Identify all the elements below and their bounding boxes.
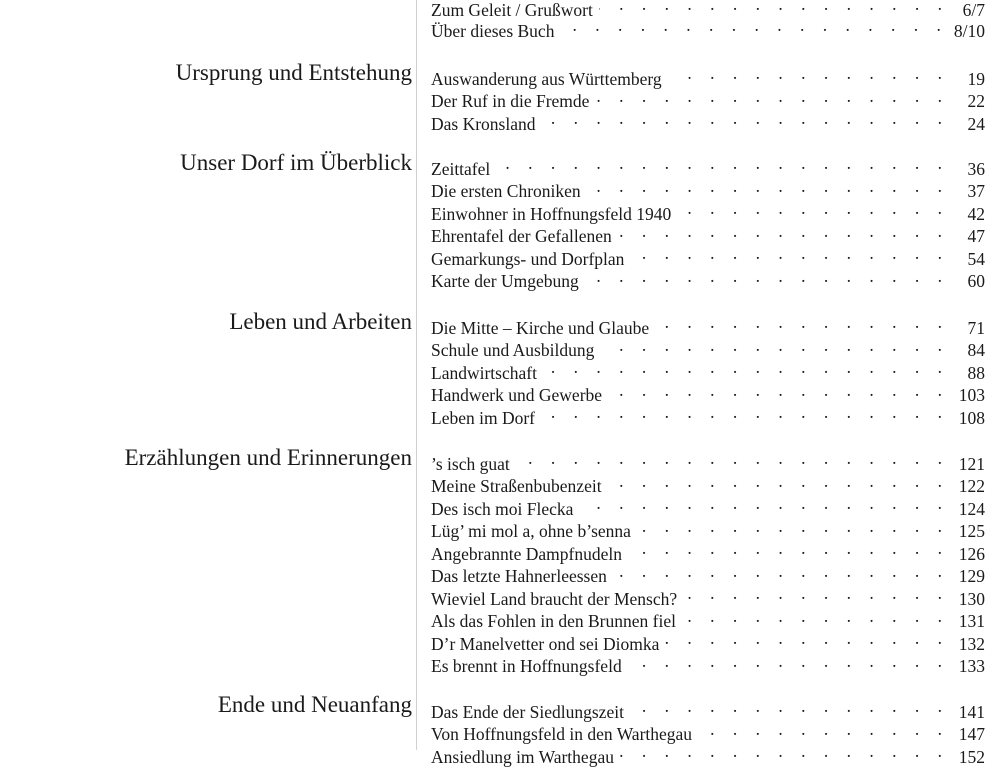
toc-entry-title: Ansiedlung im Warthegau: [431, 746, 620, 768]
toc-entry-title: Handwerk und Gewerbe: [431, 384, 608, 407]
toc-entry-page: 130: [949, 588, 985, 611]
toc-entry[interactable]: [431, 356, 985, 379]
toc-entry-title: Gemarkungs- und Dorfplan: [431, 248, 630, 271]
dot-leader: [655, 311, 949, 334]
toc-entry-title: D’r Manelvetter ond sei Diomka: [431, 633, 665, 656]
toc-entry-page: 88: [949, 362, 985, 385]
toc-entry-page: 131: [949, 610, 985, 633]
toc-entry-page: 103: [949, 384, 985, 407]
dot-leader: [665, 627, 949, 650]
toc-entry[interactable]: [431, 401, 985, 424]
toc-entry-title: Meine Straßenbubenzeit: [431, 475, 608, 498]
toc-entry-page: 71: [949, 317, 985, 340]
toc-entry[interactable]: [431, 311, 985, 334]
toc-entry[interactable]: [431, 14, 985, 37]
toc-entry-title: Auswanderung aus Württemberg: [431, 68, 668, 91]
dot-leader: [542, 107, 950, 130]
toc-entry-page: 42: [949, 203, 985, 226]
section-title: Ende und Neuanfang: [218, 692, 412, 718]
toc-entry-title: Lüg’ mi mol a, ohne b’senna: [431, 520, 637, 543]
toc-entry-title: Als das Fohlen in den Brunnen fiel: [431, 610, 682, 633]
toc-entry-page: 24: [949, 113, 985, 136]
toc-entry-page: 84: [949, 339, 985, 362]
dot-leader: [608, 470, 949, 493]
toc-entry[interactable]: [431, 265, 985, 288]
toc-entry-page: 36: [949, 158, 985, 181]
dot-leader: [620, 740, 949, 763]
toc-entry[interactable]: [431, 85, 985, 108]
toc-entry[interactable]: [431, 695, 985, 718]
dot-leader: [608, 379, 949, 402]
dot-leader: [683, 582, 949, 605]
dot-leader: [579, 492, 949, 515]
dot-leader: [516, 447, 949, 470]
toc-entry[interactable]: [431, 152, 985, 175]
toc-entry[interactable]: [431, 379, 985, 402]
toc-entry-title: Von Hoffnungsfeld in den Warthegau: [431, 723, 698, 746]
toc-entry[interactable]: [431, 470, 985, 493]
toc-entry-page: 129: [949, 565, 985, 588]
toc-entry-title: Das Ende der Siedlungszeit: [431, 701, 630, 724]
toc-entry-page: 108: [949, 407, 985, 430]
toc-entry[interactable]: [431, 718, 985, 741]
dot-leader: [630, 242, 949, 265]
toc-entry-page: 126: [949, 543, 985, 566]
toc-entry[interactable]: [431, 582, 985, 605]
toc-entry-title: Karte der Umgebung: [431, 270, 585, 293]
toc-entry-title: Schule und Ausbildung: [431, 339, 600, 362]
toc-entry-title: ’s isch guat: [431, 453, 516, 476]
toc-entry-title: Die ersten Chroniken: [431, 180, 587, 203]
toc-entry[interactable]: [431, 62, 985, 85]
toc-entry-title: Über dieses Buch: [431, 20, 560, 43]
section-title: Leben und Arbeiten: [229, 309, 412, 335]
dot-leader: [587, 175, 949, 198]
toc-entry-title: Einwohner in Hoffnungsfeld 1940: [431, 203, 677, 226]
toc-entry[interactable]: [431, 220, 985, 243]
toc-entry[interactable]: [431, 197, 985, 220]
dot-leader: [613, 560, 949, 583]
toc-entry[interactable]: [431, 492, 985, 515]
toc-entry-page: 122: [949, 475, 985, 498]
toc-entry[interactable]: [431, 650, 985, 673]
dot-leader: [677, 197, 949, 220]
toc-entry-page: 141: [949, 701, 985, 724]
toc-entry[interactable]: [431, 627, 985, 650]
dot-leader: [668, 62, 949, 85]
toc-entry-title: Ehrentafel der Gefallenen: [431, 225, 618, 248]
dot-leader: [698, 718, 949, 741]
toc-entry[interactable]: [431, 447, 985, 470]
toc-entry-title: Das letzte Hahnerleessen: [431, 565, 613, 588]
toc-entry-page: 147: [949, 723, 985, 746]
dot-leader: [628, 537, 949, 560]
section-title: Unser Dorf im Überblick: [180, 150, 412, 176]
toc-entry-title: Es brennt in Hoffnungsfeld: [431, 655, 628, 678]
toc-entry-page: 133: [949, 655, 985, 678]
toc-entry[interactable]: [431, 242, 985, 265]
toc-entry-page: 152: [949, 746, 985, 768]
toc-entry-title: Zum Geleit / Grußwort: [431, 0, 599, 21]
dot-leader: [560, 14, 947, 37]
toc-entry-page: 125: [949, 520, 985, 543]
toc-entry-page: 19: [949, 68, 985, 91]
dot-leader: [600, 334, 949, 357]
toc-entry-title: Wieviel Land braucht der Mensch?: [431, 588, 683, 611]
dot-leader: [585, 265, 949, 288]
toc-entry[interactable]: [431, 740, 985, 763]
toc-entry[interactable]: [431, 560, 985, 583]
section-title: Erzählungen und Erinnerungen: [125, 445, 412, 471]
toc-entry-title: Die Mitte – Kirche und Glaube: [431, 317, 655, 340]
toc-entry-page: 132: [949, 633, 985, 656]
toc-entry-page: 124: [949, 498, 985, 521]
toc-entry[interactable]: [431, 175, 985, 198]
toc-entry-page: 22: [949, 90, 985, 113]
toc-entry-title: Landwirtschaft: [431, 362, 543, 385]
toc-entry-page: 8/10: [948, 20, 985, 43]
toc-entry-title: Der Ruf in die Fremde: [431, 90, 595, 113]
toc-entry[interactable]: [431, 515, 985, 538]
toc-entry[interactable]: [431, 537, 985, 560]
dot-leader: [595, 85, 949, 108]
toc-entry-title: Leben im Dorf: [431, 407, 541, 430]
dot-leader: [630, 695, 949, 718]
section-title: Ursprung und Entstehung: [176, 60, 412, 86]
toc-entry-page: 121: [949, 453, 985, 476]
toc-entry-page: 60: [949, 270, 985, 293]
toc-entry-title: Des isch moi Flecka: [431, 498, 579, 521]
dot-leader: [543, 356, 949, 379]
toc-entry-page: 37: [949, 180, 985, 203]
toc-entry-title: Angebrannte Dampfnudeln: [431, 543, 628, 566]
toc-entry-title: Das Kronsland: [431, 113, 542, 136]
toc-entry[interactable]: [431, 605, 985, 628]
dot-leader: [628, 650, 949, 673]
toc-entry[interactable]: [431, 107, 985, 130]
toc-entry-title: Zeittafel: [431, 158, 496, 181]
toc-entry-page: 47: [949, 225, 985, 248]
dot-leader: [618, 220, 949, 243]
toc-entry-page: 6/7: [949, 0, 985, 21]
toc-entry[interactable]: [431, 334, 985, 357]
dot-leader: [541, 401, 949, 424]
dot-leader: [637, 515, 949, 538]
toc-entry-page: 54: [949, 248, 985, 271]
column-divider: [416, 0, 417, 750]
dot-leader: [496, 152, 949, 175]
dot-leader: [682, 605, 949, 628]
